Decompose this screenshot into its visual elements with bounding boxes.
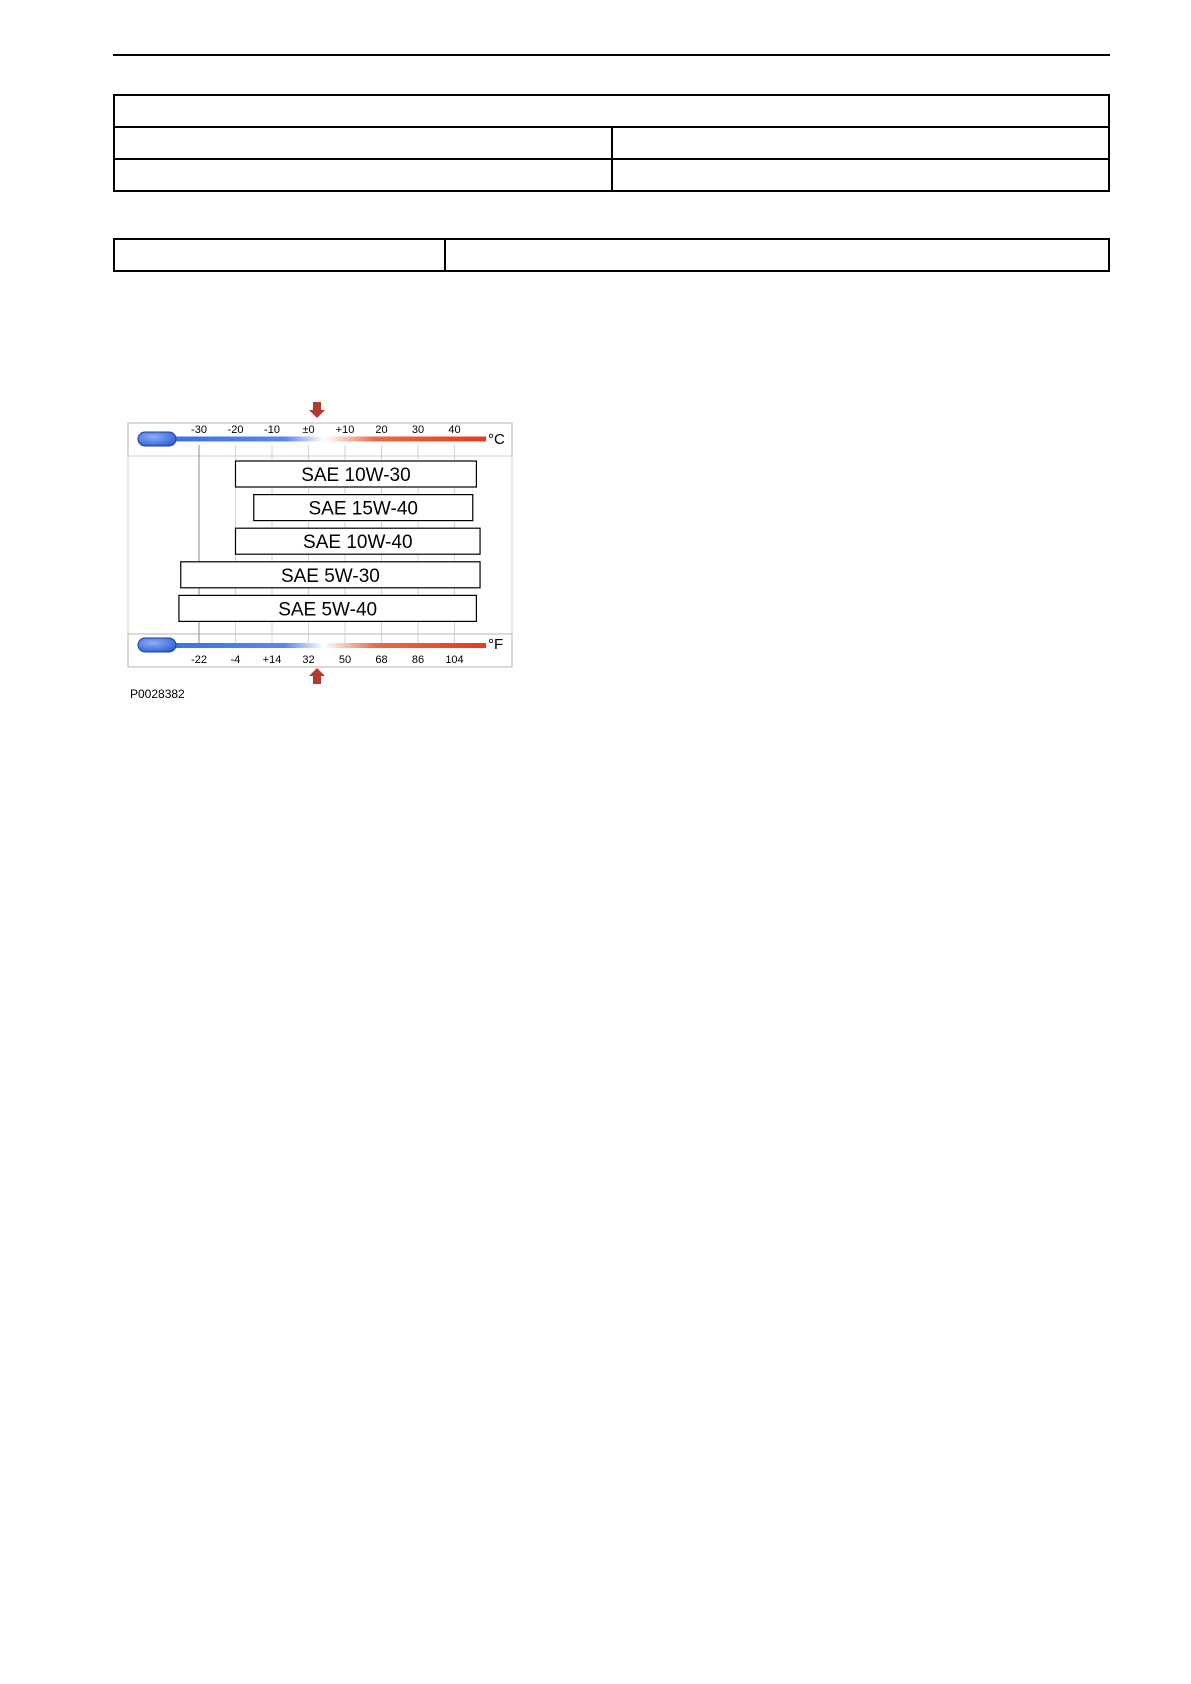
viscosity-bar-label: SAE 10W-40	[303, 532, 413, 554]
celsius-tick-label: 20	[375, 424, 388, 436]
info-table-bottom	[113, 238, 1110, 272]
info-table-top	[113, 94, 1110, 192]
oil-viscosity-chart	[126, 402, 526, 702]
celsius-tick-label: -10	[264, 424, 280, 436]
table-row	[114, 239, 1109, 271]
celsius-tick-label: -30	[191, 424, 207, 436]
viscosity-bar-label: SAE 5W-30	[280, 565, 380, 587]
table-row	[114, 95, 1109, 127]
table-cell	[612, 159, 1110, 191]
fahrenheit-tick-label: 68	[375, 654, 388, 666]
figure-caption: P0028382	[130, 687, 185, 701]
fahrenheit-tick-label: +14	[262, 654, 282, 666]
celsius-tick-label: 30	[411, 424, 425, 436]
table-cell	[445, 239, 1109, 271]
celsius-tick-label: +10	[335, 424, 355, 436]
table-row	[114, 127, 1109, 159]
viscosity-bar-label: SAE 15W-40	[308, 498, 418, 520]
fahrenheit-unit-label: °F	[488, 636, 504, 653]
viscosity-bar-label: SAE 10W-30	[301, 465, 411, 486]
celsius-tick-label: ±0	[302, 424, 315, 436]
celsius-tick-label: -20	[227, 424, 244, 436]
table-row	[114, 159, 1109, 191]
table-cell	[114, 159, 612, 191]
table-cell	[114, 95, 1109, 127]
celsius-unit-label: °C	[488, 431, 505, 448]
header-rule	[113, 54, 1110, 56]
viscosity-bar-label: SAE 5W-40	[278, 599, 378, 621]
table-cell	[114, 127, 612, 159]
down-arrow-icon	[309, 402, 325, 418]
fahrenheit-tick-label: 32	[302, 654, 315, 666]
fahrenheit-tick-label: 50	[338, 654, 352, 666]
fahrenheit-tick-label: 86	[411, 654, 425, 666]
up-arrow-icon	[309, 668, 325, 684]
table-cell	[612, 127, 1110, 159]
fahrenheit-tick-label: -22	[191, 654, 207, 666]
table-cell	[114, 239, 445, 271]
fahrenheit-tick-label: -4	[230, 654, 241, 666]
fahrenheit-tick-label: 104	[445, 654, 464, 666]
celsius-tick-label: 40	[448, 424, 461, 436]
